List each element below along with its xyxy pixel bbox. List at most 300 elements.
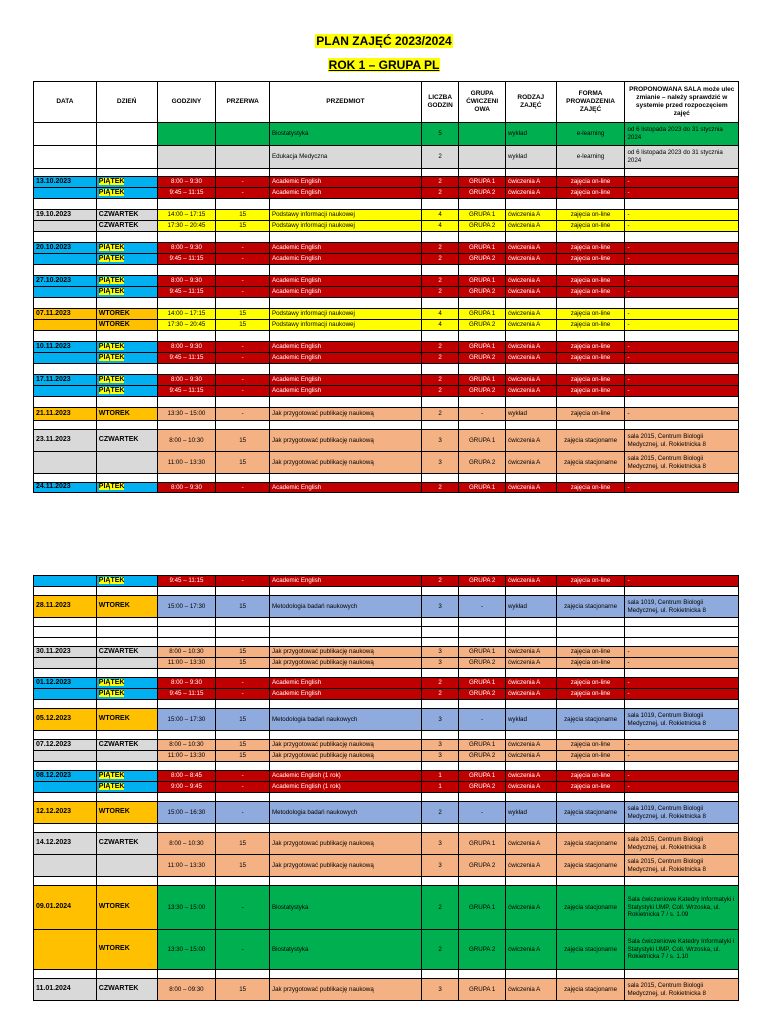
- cell-form: [556, 627, 625, 638]
- schedule-row: [34, 287, 739, 298]
- cell-subject: Biostatystyka: [269, 886, 421, 930]
- cell-room: -: [625, 375, 739, 386]
- cell-hours: [157, 265, 216, 276]
- schedule-row: [34, 123, 739, 146]
- cell-break: -: [216, 188, 270, 199]
- cell-room: sala 2015, Centrum Biologii Medycznej, ul. Rokietnicka 8: [625, 833, 739, 855]
- cell-hours: [157, 364, 216, 375]
- cell-date: [34, 751, 97, 762]
- cell-room: -: [625, 188, 739, 199]
- spacer-row: [34, 669, 739, 678]
- cell-form: zajęcia on-line: [556, 342, 625, 353]
- cell-day: [96, 638, 157, 647]
- cell-hours: 11:00 – 13:30: [157, 658, 216, 669]
- cell-day: [96, 342, 157, 353]
- cell-hour-count: [421, 169, 458, 177]
- cell-type: ćwiczenia A: [505, 771, 556, 782]
- cell-group: [459, 169, 506, 177]
- cell-day: [96, 877, 157, 886]
- cell-date: 08.12.2023: [34, 771, 97, 782]
- cell-subject: [269, 762, 421, 771]
- cell-break: [216, 474, 270, 483]
- cell-hours: 8:00 – 9:30: [157, 243, 216, 254]
- cell-break: [216, 700, 270, 709]
- cell-type: wykład: [505, 408, 556, 421]
- schedule-row: [34, 930, 739, 970]
- cell-hours: 8:00 – 9:30: [157, 375, 216, 386]
- cell-hour-count: 1: [421, 782, 458, 793]
- cell-room: [625, 587, 739, 596]
- cell-hours: 9:45 – 11:15: [157, 353, 216, 364]
- cell-hour-count: 2: [421, 188, 458, 199]
- cell-form: [556, 638, 625, 647]
- cell-group: GRUPA 2: [459, 576, 506, 587]
- cell-hours: 17:30 – 20:45: [157, 320, 216, 331]
- cell-room: -: [625, 483, 739, 493]
- cell-day: [96, 287, 157, 298]
- cell-date: 07.11.2023: [34, 309, 97, 320]
- cell-hours: 8:00 – 9:30: [157, 678, 216, 689]
- cell-hours: [157, 587, 216, 596]
- cell-day: [96, 397, 157, 408]
- cell-break: -: [216, 886, 270, 930]
- cell-type: [505, 331, 556, 342]
- schedule-row: [34, 375, 739, 386]
- schedule-row: [34, 689, 739, 700]
- cell-type: ćwiczenia A: [505, 276, 556, 287]
- cell-hour-count: [421, 397, 458, 408]
- cell-hours: 9:45 – 11:15: [157, 254, 216, 265]
- cell-type: ćwiczenia A: [505, 353, 556, 364]
- cell-room: -: [625, 221, 739, 232]
- cell-hour-count: [421, 824, 458, 833]
- cell-subject: Academic English: [269, 177, 421, 188]
- schedule-row: [34, 408, 739, 421]
- cell-room: [625, 199, 739, 210]
- cell-day: WTOREK: [96, 802, 157, 824]
- cell-break: -: [216, 177, 270, 188]
- cell-date: [34, 188, 97, 199]
- cell-subject: [269, 331, 421, 342]
- cell-subject: [269, 199, 421, 210]
- cell-group: GRUPA 1: [459, 740, 506, 751]
- cell-room: -: [625, 320, 739, 331]
- cell-date: [34, 618, 97, 627]
- cell-group: GRUPA 1: [459, 276, 506, 287]
- cell-break: 15: [216, 740, 270, 751]
- cell-type: ćwiczenia A: [505, 177, 556, 188]
- cell-type: [505, 824, 556, 833]
- cell-hour-count: [421, 232, 458, 243]
- cell-day: [96, 700, 157, 709]
- cell-form: [556, 364, 625, 375]
- cell-hours: [157, 762, 216, 771]
- cell-group: GRUPA 1: [459, 771, 506, 782]
- schedule-table-page-1: [33, 81, 739, 493]
- cell-room: -: [625, 353, 739, 364]
- cell-room: -: [625, 678, 739, 689]
- cell-hours: [157, 731, 216, 740]
- cell-break: [216, 331, 270, 342]
- cell-group: GRUPA 1: [459, 342, 506, 353]
- cell-break: -: [216, 254, 270, 265]
- schedule-row: [34, 276, 739, 287]
- cell-hour-count: 2: [421, 177, 458, 188]
- cell-group: -: [459, 596, 506, 618]
- cell-room: -: [625, 689, 739, 700]
- cell-group: -: [459, 802, 506, 824]
- cell-hour-count: 3: [421, 658, 458, 669]
- cell-type: [505, 199, 556, 210]
- cell-group: GRUPA 1: [459, 647, 506, 658]
- cell-form: zajęcia on-line: [556, 210, 625, 221]
- cell-date: [34, 331, 97, 342]
- cell-hour-count: [421, 199, 458, 210]
- cell-date: 23.11.2023: [34, 430, 97, 452]
- group-subtitle: [0, 58, 768, 72]
- cell-room: sala 1019, Centrum Biologii Medycznej, ul. Rokietnicka 8: [625, 596, 739, 618]
- schedule-body-page-2: [34, 576, 739, 1001]
- cell-hours: [157, 199, 216, 210]
- cell-date: [34, 452, 97, 474]
- cell-subject: [269, 587, 421, 596]
- cell-hour-count: 4: [421, 210, 458, 221]
- cell-type: ćwiczenia A: [505, 386, 556, 397]
- cell-break: 15: [216, 309, 270, 320]
- schedule-row: [34, 751, 739, 762]
- plan-title: [0, 34, 768, 48]
- cell-type: [505, 877, 556, 886]
- cell-group: [459, 587, 506, 596]
- cell-date: [34, 232, 97, 243]
- schedule-row: [34, 782, 739, 793]
- cell-group: GRUPA 2: [459, 930, 506, 970]
- cell-date: [34, 669, 97, 678]
- spacer-row: [34, 199, 739, 210]
- cell-hour-count: 2: [421, 408, 458, 421]
- cell-day: [96, 276, 157, 287]
- cell-date: [34, 254, 97, 265]
- cell-group: [459, 474, 506, 483]
- cell-subject: Jak przygotować publikację naukową: [269, 751, 421, 762]
- cell-break: [216, 669, 270, 678]
- cell-form: zajęcia on-line: [556, 386, 625, 397]
- cell-hours: 9:45 – 11:15: [157, 689, 216, 700]
- cell-subject: Podstawy informacji naukowej: [269, 320, 421, 331]
- cell-day: [96, 243, 157, 254]
- spacer-row: [34, 700, 739, 709]
- cell-day: [96, 587, 157, 596]
- cell-group: [459, 793, 506, 802]
- cell-date: 17.11.2023: [34, 375, 97, 386]
- cell-day: [96, 232, 157, 243]
- cell-group: [459, 265, 506, 276]
- cell-type: ćwiczenia A: [505, 979, 556, 1001]
- cell-hour-count: 2: [421, 243, 458, 254]
- cell-day: [96, 169, 157, 177]
- cell-hour-count: [421, 669, 458, 678]
- cell-subject: Biostatystyka: [269, 930, 421, 970]
- cell-form: [556, 331, 625, 342]
- cell-date: [34, 576, 97, 587]
- cell-break: 15: [216, 709, 270, 731]
- day-label: PIĄTEK: [98, 177, 125, 185]
- cell-date: [34, 930, 97, 970]
- cell-date: 14.12.2023: [34, 833, 97, 855]
- day-label: PIĄTEK: [98, 254, 125, 262]
- cell-date: 10.11.2023: [34, 342, 97, 353]
- cell-date: [34, 689, 97, 700]
- cell-subject: Academic English: [269, 342, 421, 353]
- cell-break: 15: [216, 751, 270, 762]
- cell-form: zajęcia on-line: [556, 221, 625, 232]
- cell-day: [96, 771, 157, 782]
- schedule-row: [34, 596, 739, 618]
- cell-day: CZWARTEK: [96, 740, 157, 751]
- cell-hour-count: [421, 587, 458, 596]
- cell-group: GRUPA 1: [459, 483, 506, 493]
- cell-group: [459, 298, 506, 309]
- cell-room: sala 1019, Centrum Biologii Medycznej, ul. Rokietnicka 8: [625, 709, 739, 731]
- schedule-row: [34, 833, 739, 855]
- cell-form: zajęcia on-line: [556, 483, 625, 493]
- cell-form: [556, 824, 625, 833]
- cell-room: -: [625, 782, 739, 793]
- cell-day: WTOREK: [96, 930, 157, 970]
- cell-date: [34, 265, 97, 276]
- header-day: DZIEŃ: [96, 82, 157, 123]
- cell-room: [625, 627, 739, 638]
- cell-subject: [269, 298, 421, 309]
- schedule-row: [34, 576, 739, 587]
- cell-day: [96, 452, 157, 474]
- cell-hour-count: [421, 731, 458, 740]
- cell-form: zajęcia on-line: [556, 309, 625, 320]
- cell-group: GRUPA 1: [459, 886, 506, 930]
- cell-room: sala 2015, Centrum Biologii Medycznej, ul. Rokietnicka 8: [625, 452, 739, 474]
- header-hour-count: LICZBA GODZIN: [421, 82, 458, 123]
- cell-hour-count: 4: [421, 309, 458, 320]
- cell-group: GRUPA 2: [459, 782, 506, 793]
- cell-room: -: [625, 647, 739, 658]
- cell-hours: [157, 397, 216, 408]
- cell-room: -: [625, 751, 739, 762]
- cell-group: GRUPA 1: [459, 375, 506, 386]
- cell-subject: Metodologia badań naukowych: [269, 709, 421, 731]
- cell-date: [34, 287, 97, 298]
- cell-day: [96, 824, 157, 833]
- cell-form: zajęcia on-line: [556, 782, 625, 793]
- schedule-row: [34, 221, 739, 232]
- cell-break: -: [216, 782, 270, 793]
- spacer-row: [34, 169, 739, 177]
- cell-type: ćwiczenia A: [505, 886, 556, 930]
- cell-hours: [157, 618, 216, 627]
- cell-form: [556, 298, 625, 309]
- cell-form: zajęcia on-line: [556, 408, 625, 421]
- cell-type: [505, 627, 556, 638]
- cell-type: [505, 587, 556, 596]
- cell-subject: [269, 421, 421, 430]
- cell-day: [96, 970, 157, 979]
- cell-day: CZWARTEK: [96, 221, 157, 232]
- cell-date: [34, 474, 97, 483]
- cell-day: [96, 421, 157, 430]
- cell-hours: 13:30 – 15:00: [157, 930, 216, 970]
- day-label: PIĄTEK: [98, 188, 125, 196]
- cell-room: -: [625, 276, 739, 287]
- cell-date: 27.10.2023: [34, 276, 97, 287]
- schedule-row: [34, 855, 739, 877]
- cell-break: [216, 762, 270, 771]
- cell-subject: [269, 669, 421, 678]
- cell-subject: Academic English: [269, 375, 421, 386]
- cell-hour-count: 3: [421, 833, 458, 855]
- cell-room: [625, 970, 739, 979]
- cell-room: [625, 364, 739, 375]
- cell-day: [96, 254, 157, 265]
- cell-group: GRUPA 2: [459, 452, 506, 474]
- cell-subject: Academic English: [269, 243, 421, 254]
- cell-subject: Jak przygotować publikację naukową: [269, 833, 421, 855]
- cell-type: [505, 731, 556, 740]
- cell-hour-count: [421, 877, 458, 886]
- cell-type: ćwiczenia A: [505, 210, 556, 221]
- cell-subject: [269, 618, 421, 627]
- cell-date: [34, 123, 97, 146]
- cell-group: [459, 669, 506, 678]
- header-break: PRZERWA: [216, 82, 270, 123]
- cell-hour-count: [421, 793, 458, 802]
- cell-day: [96, 177, 157, 188]
- cell-hour-count: 2: [421, 689, 458, 700]
- cell-date: [34, 731, 97, 740]
- cell-hour-count: 1: [421, 771, 458, 782]
- cell-break: [216, 638, 270, 647]
- cell-room: -: [625, 177, 739, 188]
- cell-hours: 9:45 – 11:15: [157, 576, 216, 587]
- cell-break: [216, 618, 270, 627]
- cell-hour-count: 2: [421, 678, 458, 689]
- cell-break: [216, 298, 270, 309]
- cell-day: WTOREK: [96, 709, 157, 731]
- cell-type: [505, 265, 556, 276]
- cell-hours: 15:00 – 17:30: [157, 709, 216, 731]
- cell-form: zajęcia stacjonarne: [556, 596, 625, 618]
- spacer-row: [34, 824, 739, 833]
- cell-hours: 8:00 – 10:30: [157, 647, 216, 658]
- schedule-row: [34, 658, 739, 669]
- cell-room: Sala ćwiczeniowe Katedry Informatyki i Statystyki UMP, Coll. Wrzoska, ul. Rokietnicka 7 / s. 1.09: [625, 886, 739, 930]
- cell-form: zajęcia stacjonarne: [556, 886, 625, 930]
- cell-date: [34, 320, 97, 331]
- cell-room: [625, 232, 739, 243]
- day-label: PIĄTEK: [98, 276, 125, 284]
- day-label: PIĄTEK: [98, 483, 125, 491]
- schedule-row: [34, 886, 739, 930]
- cell-room: [625, 421, 739, 430]
- cell-type: [505, 421, 556, 430]
- cell-break: [216, 627, 270, 638]
- cell-form: [556, 669, 625, 678]
- cell-type: [505, 298, 556, 309]
- cell-hour-count: [421, 627, 458, 638]
- cell-subject: Jak przygotować publikację naukową: [269, 452, 421, 474]
- cell-hours: [157, 877, 216, 886]
- day-label: PIĄTEK: [98, 287, 125, 295]
- cell-room: [625, 331, 739, 342]
- cell-group: [459, 618, 506, 627]
- cell-hours: [157, 474, 216, 483]
- cell-date: [34, 855, 97, 877]
- cell-hour-count: 2: [421, 386, 458, 397]
- cell-day: WTOREK: [96, 309, 157, 320]
- cell-break: 15: [216, 210, 270, 221]
- cell-hour-count: 3: [421, 596, 458, 618]
- cell-type: ćwiczenia A: [505, 740, 556, 751]
- cell-date: [34, 397, 97, 408]
- cell-break: [216, 824, 270, 833]
- cell-subject: Academic English: [269, 188, 421, 199]
- cell-hour-count: 2: [421, 930, 458, 970]
- day-label: PIĄTEK: [98, 386, 125, 394]
- cell-day: [96, 146, 157, 169]
- cell-day: [96, 731, 157, 740]
- cell-form: [556, 421, 625, 430]
- cell-type: [505, 970, 556, 979]
- cell-subject: Podstawy informacji naukowej: [269, 210, 421, 221]
- cell-hour-count: 2: [421, 276, 458, 287]
- spacer-row: [34, 731, 739, 740]
- cell-day: [96, 658, 157, 669]
- cell-type: ćwiczenia A: [505, 221, 556, 232]
- cell-type: ćwiczenia A: [505, 452, 556, 474]
- cell-hour-count: [421, 265, 458, 276]
- spacer-row: [34, 474, 739, 483]
- cell-type: ćwiczenia A: [505, 320, 556, 331]
- cell-day: [96, 627, 157, 638]
- schedule-row: [34, 678, 739, 689]
- cell-type: ćwiczenia A: [505, 678, 556, 689]
- cell-break: [216, 397, 270, 408]
- cell-room: [625, 824, 739, 833]
- cell-break: -: [216, 287, 270, 298]
- cell-hours: 8:00 – 09:30: [157, 979, 216, 1001]
- cell-room: -: [625, 576, 739, 587]
- cell-hours: [157, 169, 216, 177]
- cell-type: wykład: [505, 709, 556, 731]
- cell-room: -: [625, 287, 739, 298]
- cell-group: [459, 762, 506, 771]
- cell-hour-count: [421, 421, 458, 430]
- cell-hours: [157, 970, 216, 979]
- cell-day: [96, 782, 157, 793]
- cell-date: [34, 638, 97, 647]
- cell-group: GRUPA 2: [459, 855, 506, 877]
- day-label: PIĄTEK: [98, 689, 125, 697]
- cell-date: 28.11.2023: [34, 596, 97, 618]
- table-header-row: [34, 82, 739, 123]
- cell-day: CZWARTEK: [96, 430, 157, 452]
- cell-date: [34, 386, 97, 397]
- cell-group: [459, 331, 506, 342]
- cell-subject: Academic English (1 rok): [269, 782, 421, 793]
- cell-day: [96, 793, 157, 802]
- cell-date: 24.11.2023: [34, 483, 97, 493]
- cell-group: GRUPA 1: [459, 243, 506, 254]
- spacer-row: [34, 877, 739, 886]
- spacer-row: [34, 638, 739, 647]
